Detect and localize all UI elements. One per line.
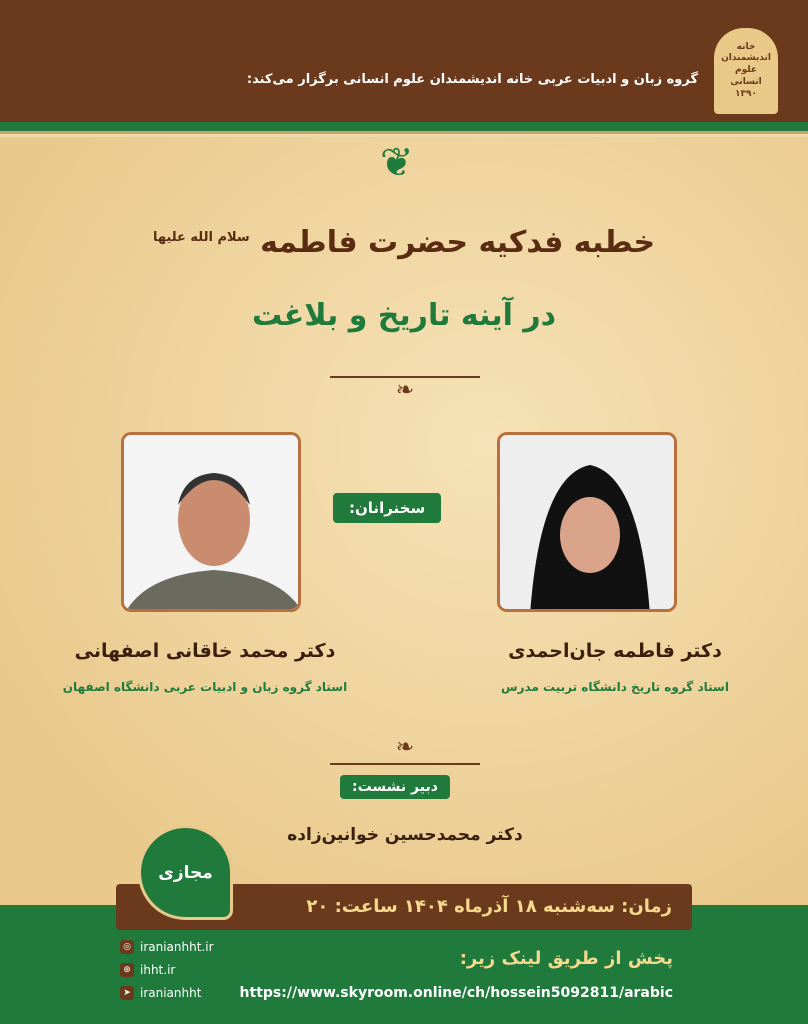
social-text: iranianhht.ir xyxy=(140,940,214,954)
instagram-icon: ◎ xyxy=(120,940,134,954)
speaker-name-2: دکتر محمد خاقانی اصفهانی xyxy=(74,640,336,662)
organizer-text: گروه زبان و ادبیات عربی خانه اندیشمندان علوم انسانی برگزار می‌کند: xyxy=(246,72,698,87)
title-line2: در آینه تاریخ و بلاغت xyxy=(251,298,557,333)
social-instagram[interactable] xyxy=(120,940,214,954)
title-main: خطبه فدکیه حضرت فاطمه xyxy=(260,225,656,260)
social-text: iranianhht xyxy=(140,986,202,1000)
social-telegram[interactable] xyxy=(120,986,201,1000)
divider-ornament-icon: ❧ xyxy=(330,376,480,406)
title-line1 xyxy=(0,225,808,260)
honorific: سلام الله علیها xyxy=(152,230,250,245)
speaker-photo-1 xyxy=(497,432,677,612)
online-badge: مجازی xyxy=(138,825,233,920)
datetime-bar: زمان: سه‌شنبه ۱۸ آذرماه ۱۴۰۴ ساعت: ۲۰ xyxy=(116,884,692,930)
header xyxy=(0,0,808,122)
secretary-name: دکتر محمدحسین خوانین‌زاده xyxy=(287,825,523,845)
speaker-affiliation-1: استاد گروه تاریخ دانشگاه تربیت مدرس xyxy=(501,680,729,694)
speaker-name-1: دکتر فاطمه جان‌احمدی xyxy=(508,640,722,662)
speakers-label: سخنرانان: xyxy=(333,493,441,523)
divider-ornament-icon: ❧ xyxy=(330,735,480,765)
secretary-label: دبیر نشست: xyxy=(340,775,450,799)
globe-icon: ⊕ xyxy=(120,963,134,977)
social-website[interactable] xyxy=(120,963,175,977)
telegram-icon: ➤ xyxy=(120,986,134,1000)
logo: خانه اندیشمندان علوم انسانی ۱۳۹۰ xyxy=(714,28,778,114)
stream-link[interactable]: https://www.skyroom.online/ch/hossein5092811/arabic xyxy=(239,985,673,1001)
speaker-affiliation-2: استاد گروه زبان و ادبیات عربی دانشگاه اصفهان xyxy=(62,680,348,694)
ornament-icon: ❦ xyxy=(380,140,414,186)
social-text: ihht.ir xyxy=(140,963,176,977)
green-stripe xyxy=(0,122,808,134)
speaker-photo-2 xyxy=(121,432,301,612)
stream-label: پخش از طریق لینک زیر: xyxy=(459,948,673,969)
